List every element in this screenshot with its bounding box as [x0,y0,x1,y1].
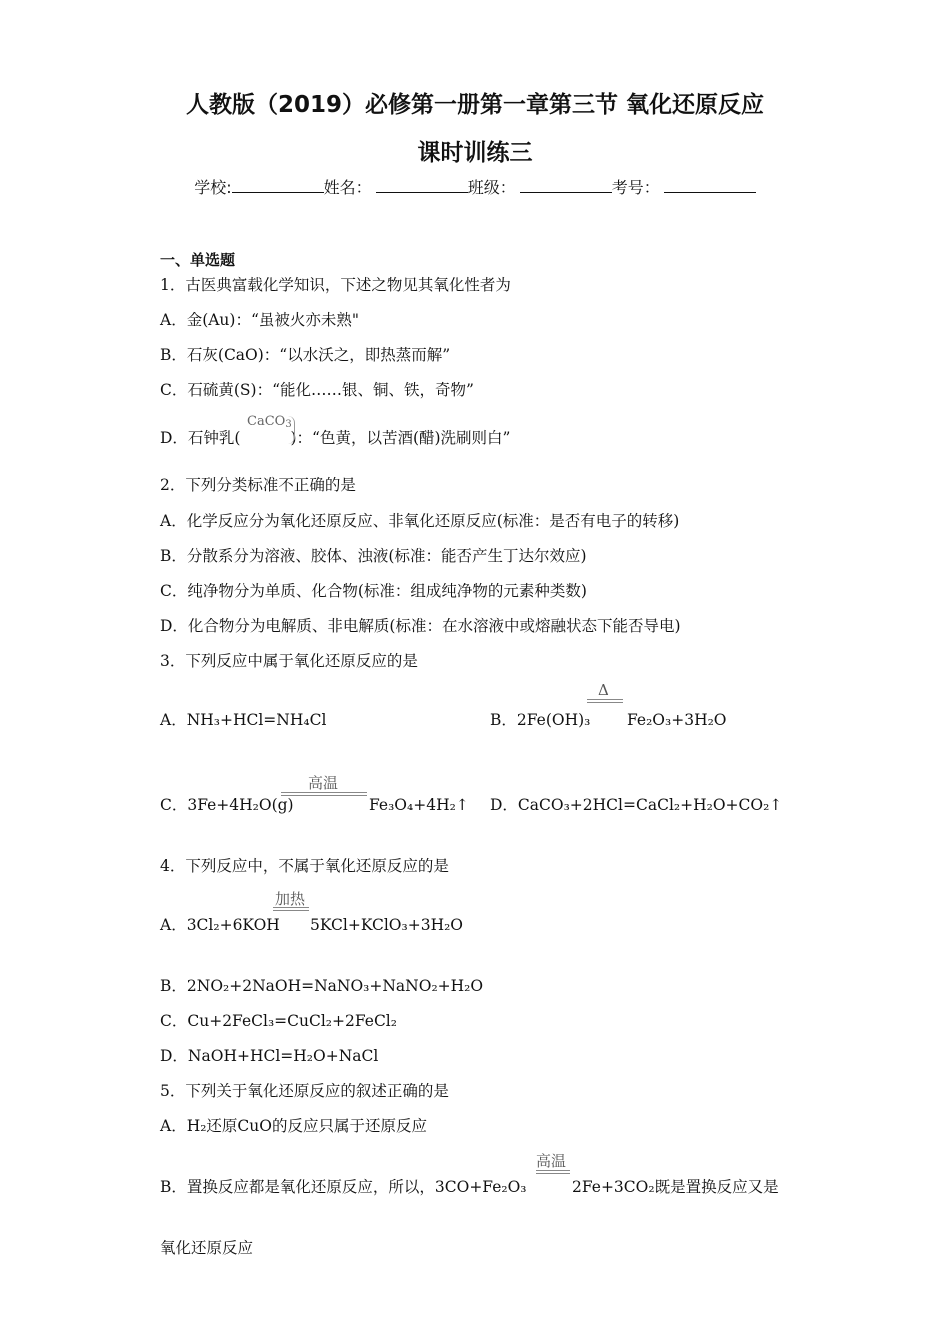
question-2-option-a: A．化学反应分为氧化还原反应、非氧化还原反应(标准：是否有电子的转移) [160,512,680,530]
question-2-stem: 2．下列分类标准不正确的是 [160,476,356,494]
high-temp-condition-label: 高温 [308,774,339,792]
school-blank[interactable] [232,178,324,193]
question-1-option-d [160,428,510,448]
question-1-option-a: A．金(Au)：“虽被火亦未熟" [160,311,360,329]
q5-b-continuation: 氧化还原反应 [160,1239,254,1257]
question-4-option-d: D．NaOH+HCl=H₂O+NaCl [160,1047,379,1065]
equilibrium-sign [281,792,367,796]
q4-a-right: 5KCl+KClO₃+3H₂O [310,916,464,934]
q4-a-left: A．3Cl₂+6KOH [160,916,280,934]
question-1-stem: 1．古医典富载化学知识，下述之物见其氧化性者为 [160,276,511,294]
high-temp-condition-label: 高温 [536,1152,567,1170]
question-1-option-c: C．石硫黄(S)：“能化……银、铜、铁，奇物” [160,381,474,399]
q3-b-right: Fe₂O₃+3H₂O [627,711,727,729]
name-label: 姓名： [323,178,372,197]
q1-d-prefix: D．石钟乳( [160,429,241,447]
question-4-option-c: C．Cu+2FeCl₃=CuCl₂+2FeCl₂ [160,1012,397,1030]
q1-d-suffix: )：“色黄，以苦酒(醋)洗刷则白” [290,429,511,447]
question-2-option-d: D．化合物分为电解质、非电解质(标准：在水溶液中或熔融状态下能否导电) [160,617,681,635]
question-2-option-c: C．纯净物分为单质、化合物(标准：组成纯净物的元素种类数) [160,582,587,600]
q3-c-right: Fe₃O₄+4H₂↑ [369,796,469,814]
question-3-option-d: D．CaCO₃+2HCl=CaCl₂+H₂O+CO₂↑ [490,796,783,814]
question-1-option-b: B．石灰(CaO)：“以水沃之，即热蒸而解” [160,346,451,364]
heat-condition-label: Δ [598,681,609,699]
q3-c-left: C．3Fe+4H₂O(g) [160,796,294,814]
q5-b-right: 2Fe+3CO₂既是置换反应又是 [572,1178,779,1196]
q5-b-left: B．置换反应都是氧化还原反应，所以，3CO+Fe₂O₃ [160,1178,527,1196]
student-info-row [0,175,950,198]
name-blank[interactable] [376,178,468,193]
question-4-stem: 4．下列反应中，不属于氧化还原反应的是 [160,857,449,875]
question-3-stem: 3．下列反应中属于氧化还原反应的是 [160,652,418,670]
number-blank[interactable] [664,178,756,193]
q3-b-left: B．2Fe(OH)₃ [490,711,591,729]
question-2-option-b: B．分散系分为溶液、胶体、浊液(标准：能否产生丁达尔效应) [160,547,587,565]
equilibrium-sign [587,699,623,703]
class-label: 班级： [467,178,516,197]
class-blank[interactable] [520,178,612,193]
school-label: 学校: [194,178,232,197]
section-heading: 一、单选题 [160,251,236,269]
question-5-option-a: A．H₂还原CuO的反应只属于还原反应 [160,1117,427,1135]
formula-bracket [288,416,295,444]
question-4-option-b: B．2NO₂+2NaOH=NaNO₃+NaNO₂+H₂O [160,977,484,995]
caco3-formula-image: CaCO$_3$ [247,414,292,430]
worksheet-title: 人教版（2019）必修第一册第一章第三节 氧化还原反应 [185,92,765,118]
heating-condition-label: 加热 [275,890,306,908]
equilibrium-sign [273,907,309,911]
worksheet-subtitle: 课时训练三 [417,140,533,166]
question-3-option-a: A．NH₃+HCl=NH₄Cl [160,711,327,729]
equilibrium-sign [536,1170,570,1174]
number-label: 考号： [611,178,660,197]
question-5-stem: 5．下列关于氧化还原反应的叙述正确的是 [160,1082,449,1100]
